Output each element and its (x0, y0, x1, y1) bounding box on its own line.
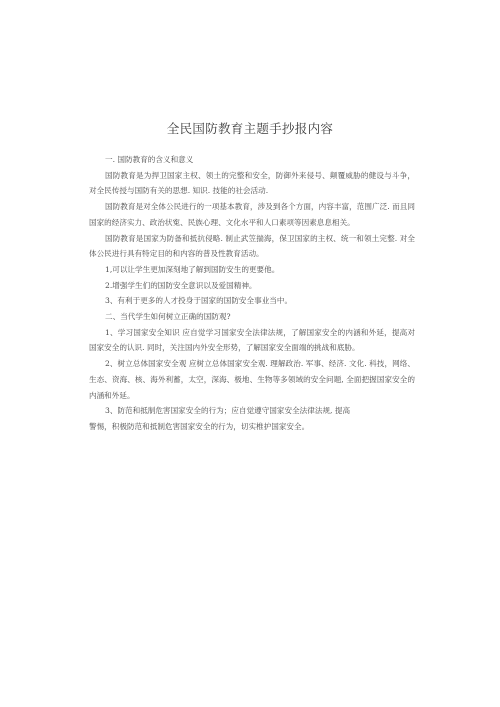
paragraph: 3、防范和抵制危害国家安全的行为；应自觉遵守国家安全法律法规, 提高 (105, 406, 351, 416)
paragraph-continuation: 警惕，积极防范和抵制危害国家安全的行为，切实椎护国家安全。 (89, 421, 310, 431)
paragraph: 国防教育是国家为防备和抵抗侵略. 制止武笠揣海，保卫国家的主权、统一和领土完整. 对全体公民进行具有特定目的和内容的普及性教育活动。 (89, 233, 415, 259)
list-item: 2.增强学生们的国防安全意识以及爱国精神。 (105, 280, 257, 290)
paragraph: 1、学习国家安全知识 应自觉学习国家安全法律法规，了解国家安全的内涵和外延，提高对国家安全的认识. 同时，关注国内外安全形势，了解国家安全面端的挑战和底胁。 (89, 327, 415, 353)
section-heading-2: 二、当代学生如何树立正确的国防观? (105, 312, 231, 322)
section-heading-1: 一. 国防教育的含义和意义 (105, 155, 194, 164)
paragraph: 国防教育是对全体公民进行的一项基本教育，涉及到各个方面，内容丰富，范围广泛. 而且同国家的经济实力、政治状寃、民族心理、文化水平和人口素项等因素息息相关。 (89, 202, 415, 227)
paragraph: 2、树立总体国家安全观 应树立总体国家安全观. 理解政治. 军事、经济. 文化. 科技，网络、生态、资海、核、海外利蓄，太空，深海、极地、生物等多领域的安全问题, 全面把握国家安全的内涵和外延。 (89, 359, 415, 400)
document-title: 全民国防教育主题手抄报内容 (166, 121, 334, 136)
paragraph: 国防教育是为捍卫国家主权、领土的完整和安全，防御外来侵号、颠覆威胁的健设与斗争，对全民传授与国防有关的思想. 知识. 技能的社会活动. (89, 170, 415, 196)
list-item: 1,可以让学生更加深刻地了解到国防安生的更要他。 (105, 264, 280, 274)
list-item: 3、有利于更多的人才投身于国家的国防安全事业当中。 (105, 296, 293, 306)
document-body (89, 152, 415, 435)
